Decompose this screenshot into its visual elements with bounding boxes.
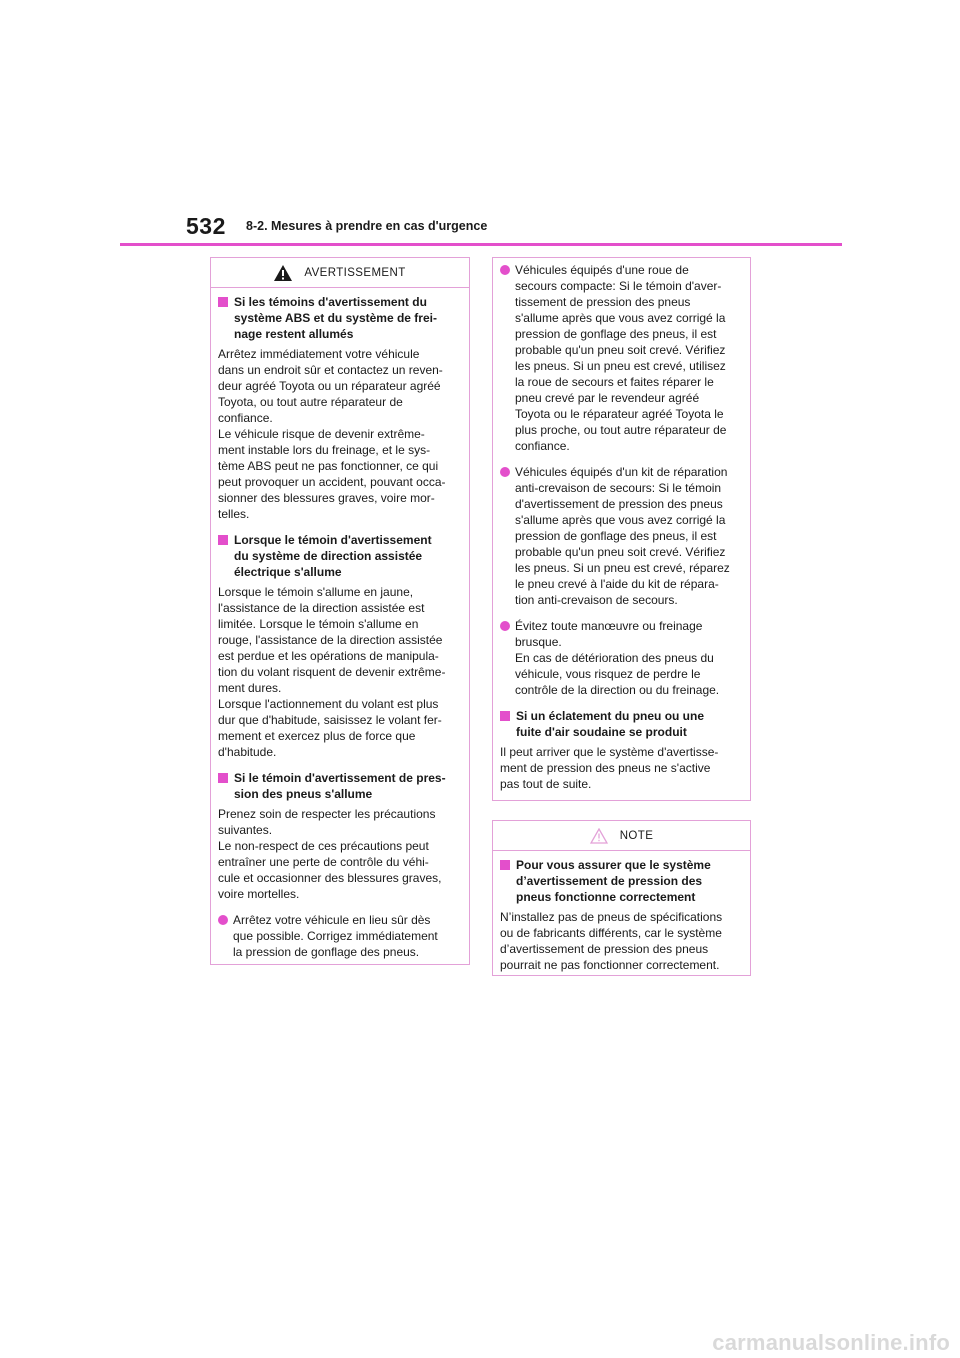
warning-box-header — [211, 258, 469, 288]
bullet-text: Véhicules équipés d'un kit de réparation anti-crevaison de secours: Si le témoin d'avertissement de pression des pneus s'allume après que vous avez corrigé la pression de gonflage des pneus, il est probable qu'un pneu soit crevé. Vérifiez les pneus. Si un pneu est crevé, réparez le pneu crevé à l'aide du kit de répara- tion anti-crevaison de secours. — [515, 465, 730, 607]
paragraph: Lorsque le témoin s'allume en jaune, l'assistance de la direction assistée est limitée. Lorsque le témoin s'allume en rouge, l'assistance de la direction assistée est perdue et les opérations de manipula- tion du volant risquent de devenir extrême- ment dures. Lorsque l'actionnement du volant est plus dur que d'habitude, saisissez le volant fer- mement et exercez plus de force que d'habitude. — [218, 585, 446, 759]
note-box — [492, 820, 751, 976]
circle-bullet-icon — [500, 265, 510, 275]
square-bullet-icon — [218, 535, 228, 545]
circle-bullet-icon — [500, 621, 510, 631]
caution-triangle-outline-icon — [590, 828, 608, 844]
subheading-text: Si un éclatement du pneu ou une fuite d'air soudaine se produit — [516, 709, 705, 739]
circle-bullet-icon — [218, 915, 228, 925]
square-bullet-icon — [218, 297, 228, 307]
subheading — [218, 770, 463, 802]
bullet-item — [218, 912, 463, 960]
warning-triangle-icon — [274, 265, 292, 281]
bullet-text: Évitez toute manœuvre ou freinage brusque. En cas de détérioration des pneus du véhicule, vous risquez de perdre le contrôle de la direction ou du freinage. — [515, 619, 720, 697]
paragraph: Prenez soin de respecter les précautions suivantes. Le non-respect de ces précautions peut entraîner une perte de contrôle du véhi- cule et occasionner des blessures graves, voire mortelles. — [218, 807, 442, 901]
warning-box-left-content — [211, 288, 469, 960]
subheading — [500, 708, 744, 740]
subheading-text: Pour vous assurer que le système d’avertissement de pression des pneus fonctionne correctement — [516, 858, 711, 904]
bullet-item — [500, 464, 744, 608]
watermark: carmanualsonline.info — [712, 1330, 950, 1355]
warning-box-right — [492, 257, 751, 801]
square-bullet-icon — [218, 773, 228, 783]
bullet-text: Véhicules équipés d'une roue de secours compacte: Si le témoin d'aver- tissement de pression des pneus s'allume après que vous avez corrigé la pression de gonflage des pneus, il est probable qu'un pneu soit crevé. Vérifiez les pneus. Si un pneu est crevé, utilisez la roue de secours et faites réparer le pneu crevé par le revendeur agréé Toyota ou le réparateur agréé Toyota le plus proche, ou tout autre réparateur de confiance. — [515, 263, 727, 453]
note-box-content — [493, 851, 750, 973]
subheading-text: Lorsque le témoin d'avertissement du système de direction assistée électrique s'allume — [234, 533, 432, 579]
warning-box-right-content — [493, 258, 750, 792]
square-bullet-icon — [500, 711, 510, 721]
circle-bullet-icon — [500, 467, 510, 477]
bullet-item — [500, 618, 744, 698]
warning-box-left — [210, 257, 470, 965]
subheading-text: Si le témoin d'avertissement de pres- sion des pneus s'allume — [234, 771, 446, 801]
square-bullet-icon — [500, 860, 510, 870]
header-divider — [120, 243, 842, 246]
subheading-text: Si les témoins d'avertissement du système ABS et du système de frei- nage restent allumés — [234, 295, 437, 341]
paragraph: Arrêtez immédiatement votre véhicule dans un endroit sûr et contactez un reven- deur agréé Toyota ou un réparateur agréé Toyota, ou tout autre réparateur de confiance. Le véhicule risque de devenir extrême- ment instable lors du freinage, et le sys- tème ABS peut ne pas fonctionner, ce qui peut provoquer un accident, pouvant occa- sionner des blessures graves, voire mor- telles. — [218, 347, 446, 521]
bullet-item — [500, 262, 744, 454]
section-title: 8-2. Mesures à prendre en cas d'urgence — [246, 219, 488, 233]
subheading — [218, 532, 463, 580]
subheading — [500, 857, 744, 905]
warning-box-title: AVERTISSEMENT — [304, 266, 406, 279]
note-box-header — [493, 821, 750, 851]
subheading — [218, 294, 463, 342]
paragraph: Il peut arriver que le système d'avertisse- ment de pression des pneus ne s'active pas tout de suite. — [500, 745, 719, 791]
note-box-title: NOTE — [619, 829, 654, 842]
page-number: 532 — [186, 213, 226, 239]
bullet-text: Arrêtez votre véhicule en lieu sûr dès que possible. Corrigez immédiatement la pression de gonflage des pneus. — [233, 913, 438, 959]
paragraph: N’installez pas de pneus de spécifications ou de fabricants différents, car le système d’avertissement de pression des pneus pourrait ne pas fonctionner correctement. — [500, 910, 723, 972]
